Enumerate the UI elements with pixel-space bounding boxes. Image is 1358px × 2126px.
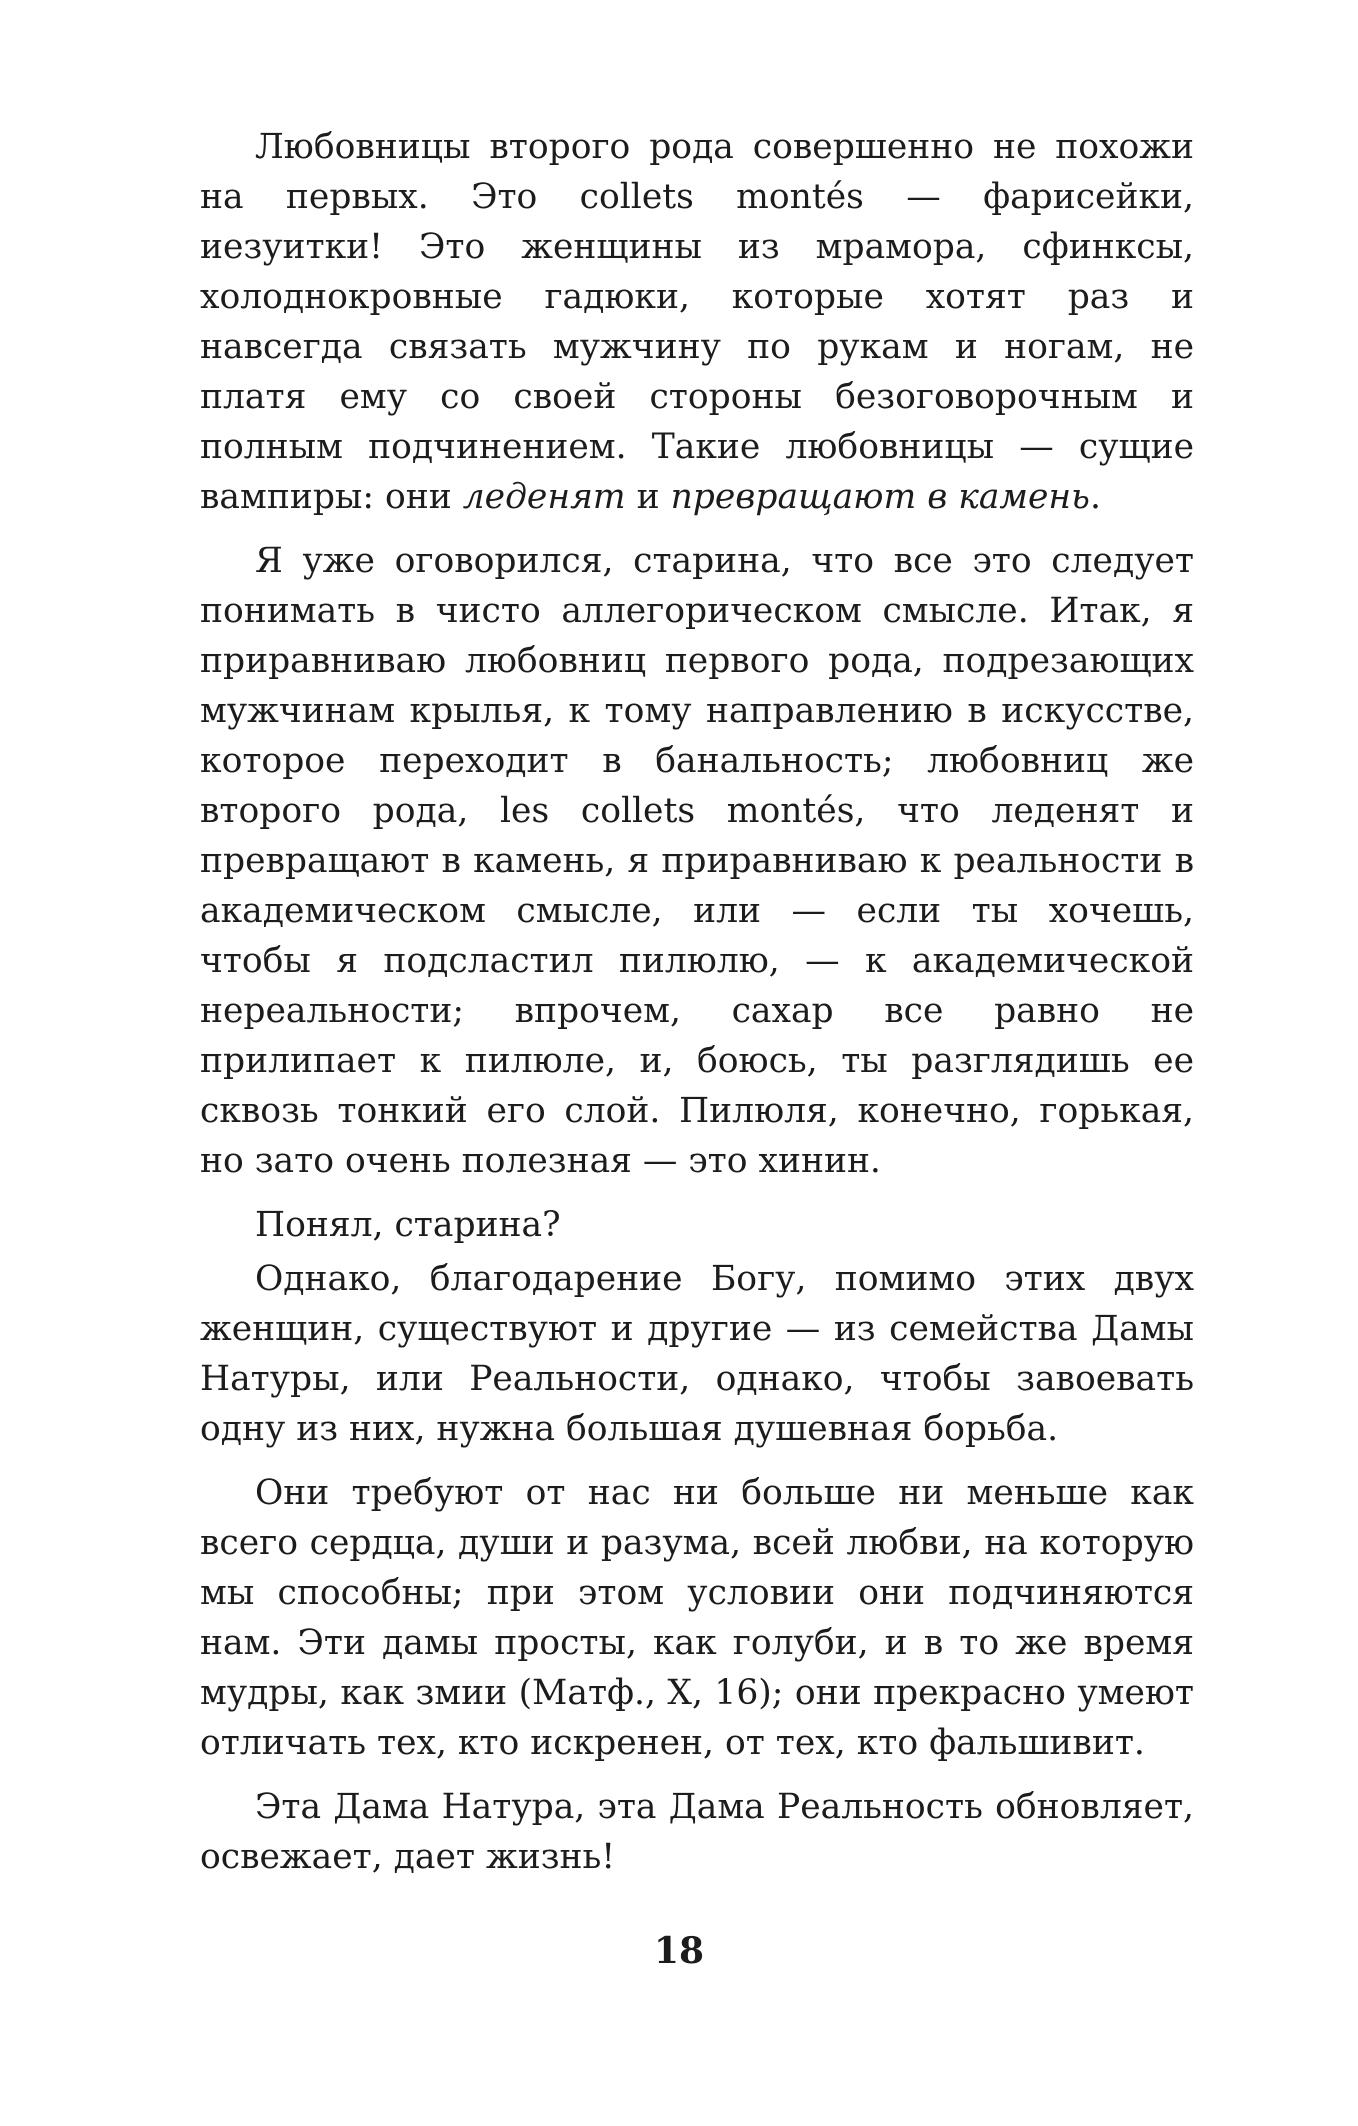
page-number: 18 [653, 1930, 705, 1972]
paragraph-5-text: Они требуют от нас ни больше ни меньше как всего сердца, души и разума, всей любви, на которую мы способны; при этом условии они подчиняются нам. Эти дамы просты, как голуби, и в то же время мудры, как змии (Матф., X, 16); они прекрасно умеют отличать тех, кто искренен, от тех, кто фальшивит. [200, 1473, 1194, 1763]
paragraph-5 [200, 1468, 1194, 1768]
paragraph-4 [200, 1254, 1194, 1454]
text-body [200, 122, 1194, 2022]
italic-phrase-prevrashchayut: превращают в камень [670, 477, 1090, 517]
paragraph-1-conjunction: и [625, 477, 671, 517]
paragraph-1-text: Любовницы второго рода совершенно не похожи на первых. Это collets montés — фарисейки, иезуитки! Это женщины из мрамора, сфинксы, холоднокровные гадюки, которые хотят раз и навсегда связать мужчину по рукам и ногам, не платя ему со своей стороны безоговорочным и полным подчинением. Такие любовницы — сущие вампиры: они [200, 127, 1194, 517]
paragraph-1 [200, 122, 1194, 522]
paragraph-1-end: . [1089, 477, 1101, 517]
paragraph-2-text: Я уже оговорился, старина, что все это следует понимать в чисто аллегорическом смысле. Итак, я приравниваю любовниц первого рода, подрезающих мужчинам крылья, к тому направлению в искусстве, которое переходит в банальность; любовниц же второго рода, les collets montés, что леденят и превращают в камень, я приравниваю к реальности в академическом смысле, или — если ты хочешь, чтобы я подсластил пилюлю, — к академической нереальности; впрочем, сахар все равно не прилипает к пилюле, и, боюсь, ты разглядишь ее сквозь тонкий его слой. Пилюля, конечно, горькая, но зато очень полезная — это хинин. [200, 541, 1194, 1181]
paragraph-2 [200, 536, 1194, 1186]
paragraph-6 [200, 1782, 1194, 1882]
paragraph-4-text: Однако, благодарение Богу, помимо этих двух женщин, существуют и другие — из семейства Дамы Натуры, или Реальности, однако, чтобы завоевать одну из них, нужна большая душевная борьба. [200, 1259, 1194, 1449]
italic-word-ledenyat: леденят [462, 477, 626, 517]
paragraph-6-text: Эта Дама Натура, эта Дама Реальность обновляет, освежает, дает жизнь! [200, 1787, 1194, 1877]
paragraph-3 [200, 1200, 1194, 1250]
paragraph-3-text: Понял, старина? [255, 1205, 561, 1245]
